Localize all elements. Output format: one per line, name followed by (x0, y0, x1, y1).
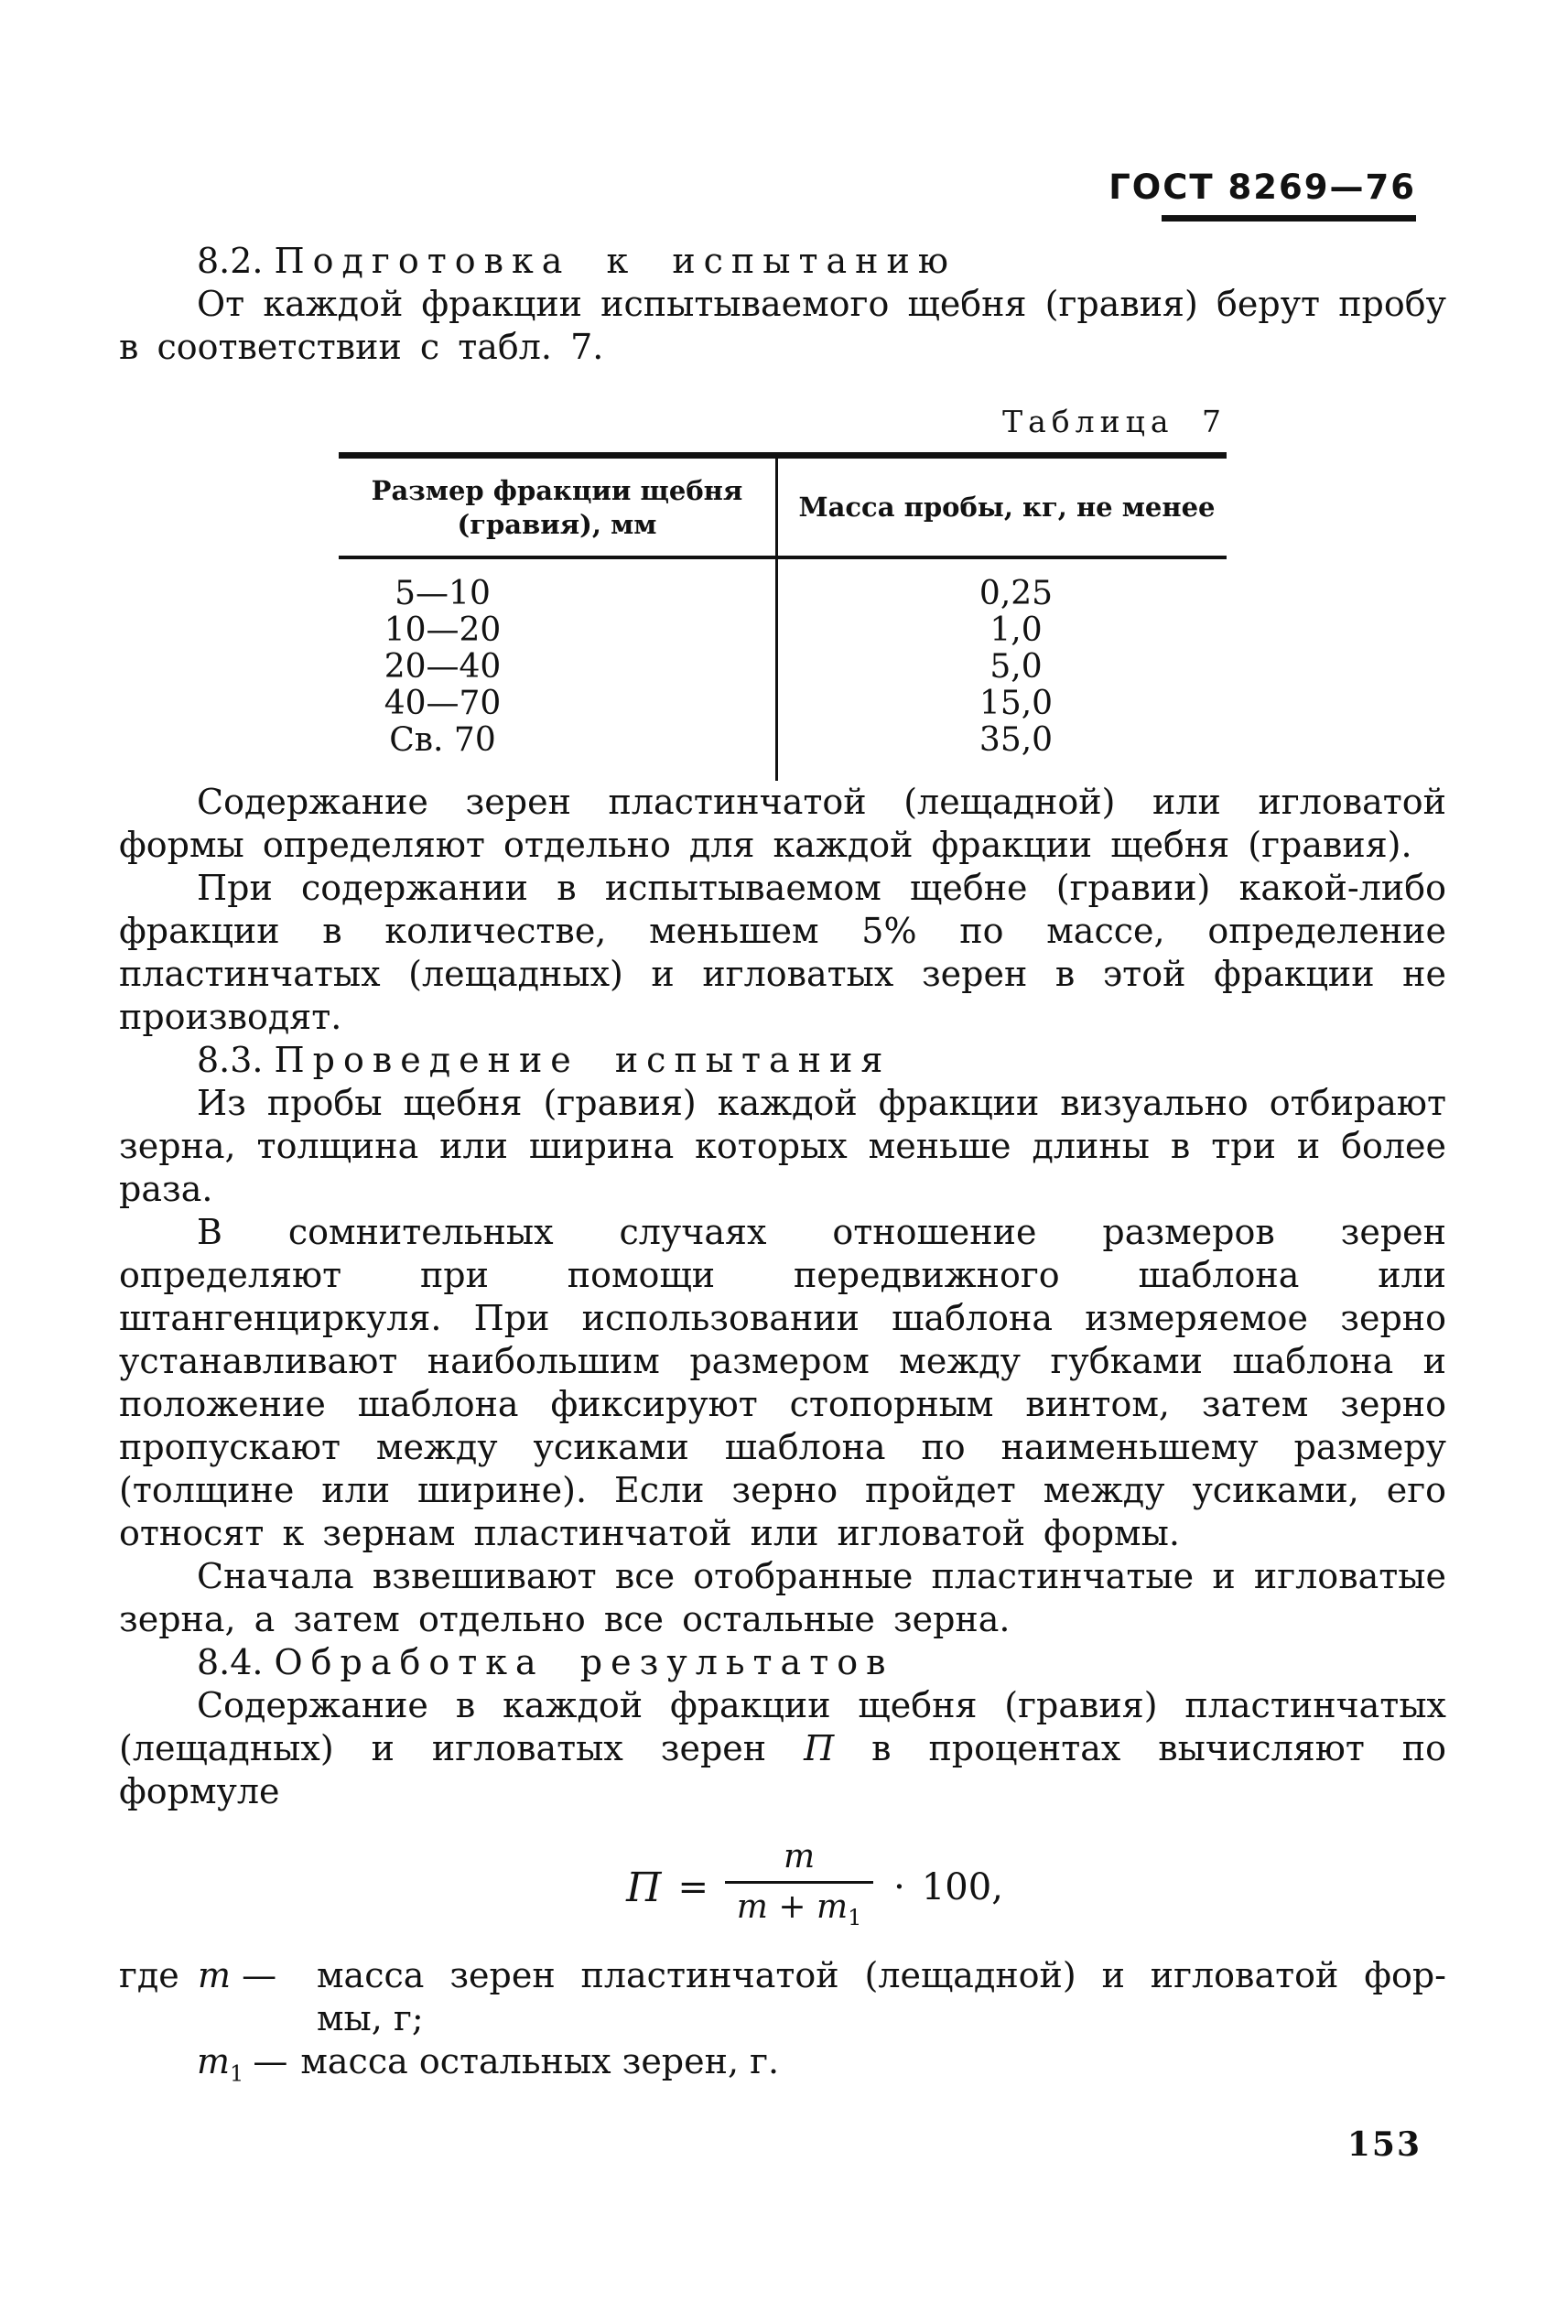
variable-m1: m (197, 2041, 231, 2082)
mass-cell: 35,0 (979, 721, 1054, 759)
formula-legend (119, 1954, 1446, 2096)
table-header-row (339, 459, 1227, 559)
section-8-2-number: 8.2. (197, 241, 264, 281)
section-8-3-title: Проведение испытания (274, 1040, 892, 1080)
formula-intro-after: в процентах вычисляют по формуле (119, 1728, 1446, 1811)
formula-denominator (737, 1884, 862, 1938)
table-col2-header-text: Масса пробы, кг, не менее (798, 492, 1216, 523)
formula-equals-sign: = (677, 1865, 708, 1908)
content-column (119, 240, 1446, 2096)
formula-multiplication-dot: · (893, 1865, 905, 1908)
definition-m1-text: масса остальных зерен, г. (300, 2041, 780, 2082)
paragraph-weighing: Сначала взвешивают все отобранные пластинчатые и игловатые зерна, а затем отдельно все остальные зерна. (119, 1556, 1446, 1639)
table-col1-header-line2: (гравия), мм (457, 509, 657, 540)
legend-entry-m (119, 1954, 1446, 2040)
paragraph-plate-grains: Содержание зерен пластинчатой (лещадной) или игловатой формы определяют отдельно для каждой фракции щебня (гравия). (119, 782, 1446, 865)
page-number: 153 (1346, 2125, 1422, 2164)
legend-lead-word: где (119, 1955, 179, 1996)
denominator-m: m (736, 1888, 768, 1926)
denominator-m1: m (816, 1888, 849, 1926)
mass-cell: 0,25 (979, 575, 1054, 612)
legend-variable-m (198, 1954, 317, 2040)
formula-numerator: m (725, 1837, 873, 1884)
section-8-4-number: 8.4. (197, 1642, 264, 1682)
fraction-cell: 40—70 (384, 685, 502, 722)
legend-definition-m (317, 1954, 1446, 2040)
mass-cell: 5,0 (989, 648, 1043, 686)
section-8-4-title: Обработка результатов (274, 1642, 894, 1682)
formula-lhs-variable: П (626, 1864, 662, 1911)
variable-m1-subscript: 1 (230, 2060, 244, 2087)
table-col1-header-line1: Размер фракции щебня (371, 475, 743, 506)
table-col2-values (778, 559, 1227, 781)
fraction-cell: 5—10 (395, 575, 491, 612)
section-8-2-intro-paragraph: От каждой фракции испытываемого щебня (гравия) берут пробу в соответствии с табл. 7. (119, 284, 1446, 367)
standard-number: ГОСТ 8269—76 (1108, 168, 1416, 207)
fraction-cell: 20—40 (384, 648, 502, 686)
formula-intro-variable: П (804, 1728, 835, 1768)
table-col2-header (778, 459, 1227, 556)
section-8-3-heading (119, 1039, 1446, 1082)
paragraph-formula-intro (119, 1684, 1446, 1813)
section-8-2-title: Подготовка к испытанию (274, 241, 957, 281)
section-8-3-number: 8.3. (197, 1040, 264, 1080)
paragraph-visual-selection: Из пробы щебня (гравия) каждой фракции визуально отбирают зерна, толщина или ширина которых меньше длины в три и более раза. (119, 1083, 1446, 1209)
definition-m-line1: масса зерен пластинчатой (лещадной) и игловатой фор- (317, 1955, 1446, 1996)
legend-dash: — (253, 2041, 288, 2082)
table-body (339, 559, 1227, 781)
formula-fraction (725, 1837, 873, 1938)
denominator-m1-subscript: 1 (848, 1905, 862, 1931)
header-rule (1162, 215, 1416, 222)
variable-m: m (198, 1955, 232, 1996)
section-8-2-heading (119, 240, 1446, 283)
mass-cell: 1,0 (989, 611, 1043, 649)
paragraph-template-usage: В сомнительных случаях отношение размеров зерен определяют при помощи передвижного шаблона или штангенциркуля. При использовании шаблона измеряемое зерно устанавливают наибольшим размером между губками шаблона и положение шаблона фиксируют стопорным винтом, затем зерно пропускают между усиками шаблона по наименьшему размеру (толщине или ширине). Если зерно пройдет между усиками, его относят к зернам пластинчатой или игловатой формы. (119, 1212, 1446, 1553)
formula-intro-before: Содержание в каждой фракции щебня (гравия) пластинчатых (лещадных) и игловатых зерен (119, 1685, 1446, 1768)
table-col1-header (339, 459, 778, 556)
legend-entry-m1 (197, 2040, 1446, 2096)
paragraph-five-percent: При содержании в испытываемом щебне (гравии) какой-либо фракции в количестве, меньшем 5% по массе, определение пластинчатых (лещадных) и игловатых зерен в этой фракции не производят. (119, 868, 1446, 1037)
mass-cell: 15,0 (979, 685, 1054, 722)
table-7 (339, 452, 1227, 781)
definition-m-line2: мы, г; (317, 1998, 424, 2039)
legend-dash: — (231, 1955, 277, 1996)
denominator-plus-sign: + (767, 1888, 816, 1926)
table-col1-values (339, 559, 778, 781)
formula-factor-100: 100, (921, 1865, 1003, 1908)
section-8-4-heading (119, 1641, 1446, 1684)
page-header (1108, 168, 1416, 222)
formula (183, 1837, 1446, 1938)
fraction-cell: Св. 70 (389, 721, 496, 759)
fraction-cell: 10—20 (384, 611, 502, 649)
table-caption: Таблица 7 (1002, 404, 1227, 439)
